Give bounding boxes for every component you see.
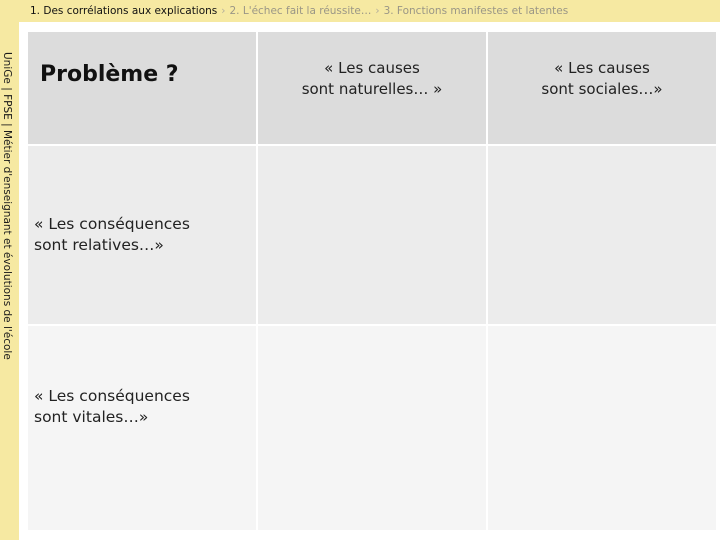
- row-header-line: « Les conséquences: [34, 215, 190, 233]
- problem-table: [28, 32, 712, 526]
- table-cell: [488, 146, 716, 324]
- table-cell: [488, 326, 716, 530]
- column-header-natural-causes: [258, 32, 486, 144]
- column-header-line: sont naturelles… »: [301, 80, 443, 98]
- breadcrumb-item-correlations[interactable]: 1. Des corrélations aux explications: [30, 5, 218, 17]
- column-header-line: sont sociales…»: [541, 80, 663, 98]
- breadcrumb-separator: ›: [221, 5, 226, 17]
- row-header-line: « Les conséquences: [34, 387, 190, 405]
- column-header-text: [258, 58, 486, 100]
- breadcrumb-item-echec[interactable]: 2. L'échec fait la réussite…: [229, 5, 372, 17]
- breadcrumb-item-fonctions[interactable]: 3. Fonctions manifestes et latentes: [383, 5, 569, 17]
- row-header-line: sont relatives…»: [34, 236, 164, 254]
- breadcrumb-separator: ›: [375, 5, 380, 17]
- column-header-social-causes: [488, 32, 716, 144]
- breadcrumb: [30, 4, 568, 18]
- table-cell: [258, 146, 486, 324]
- row-header-relative-consequences: [28, 146, 256, 324]
- table-cell: [258, 326, 486, 530]
- column-header-line: « Les causes: [554, 59, 650, 77]
- row-header-text: [34, 386, 190, 428]
- column-header-text: [488, 58, 716, 100]
- row-header-vital-consequences: [28, 326, 256, 530]
- top-bar: [0, 0, 720, 22]
- sidebar: [0, 22, 19, 540]
- row-header-line: sont vitales…»: [34, 408, 149, 426]
- sidebar-footer-text: UniGe | FPSE | Métier d'enseignant et évolutions de l'école: [1, 52, 13, 360]
- table-title: Problème ?: [40, 62, 179, 87]
- row-header-text: [34, 214, 190, 256]
- table-corner-cell: [28, 32, 256, 144]
- column-header-line: « Les causes: [324, 59, 420, 77]
